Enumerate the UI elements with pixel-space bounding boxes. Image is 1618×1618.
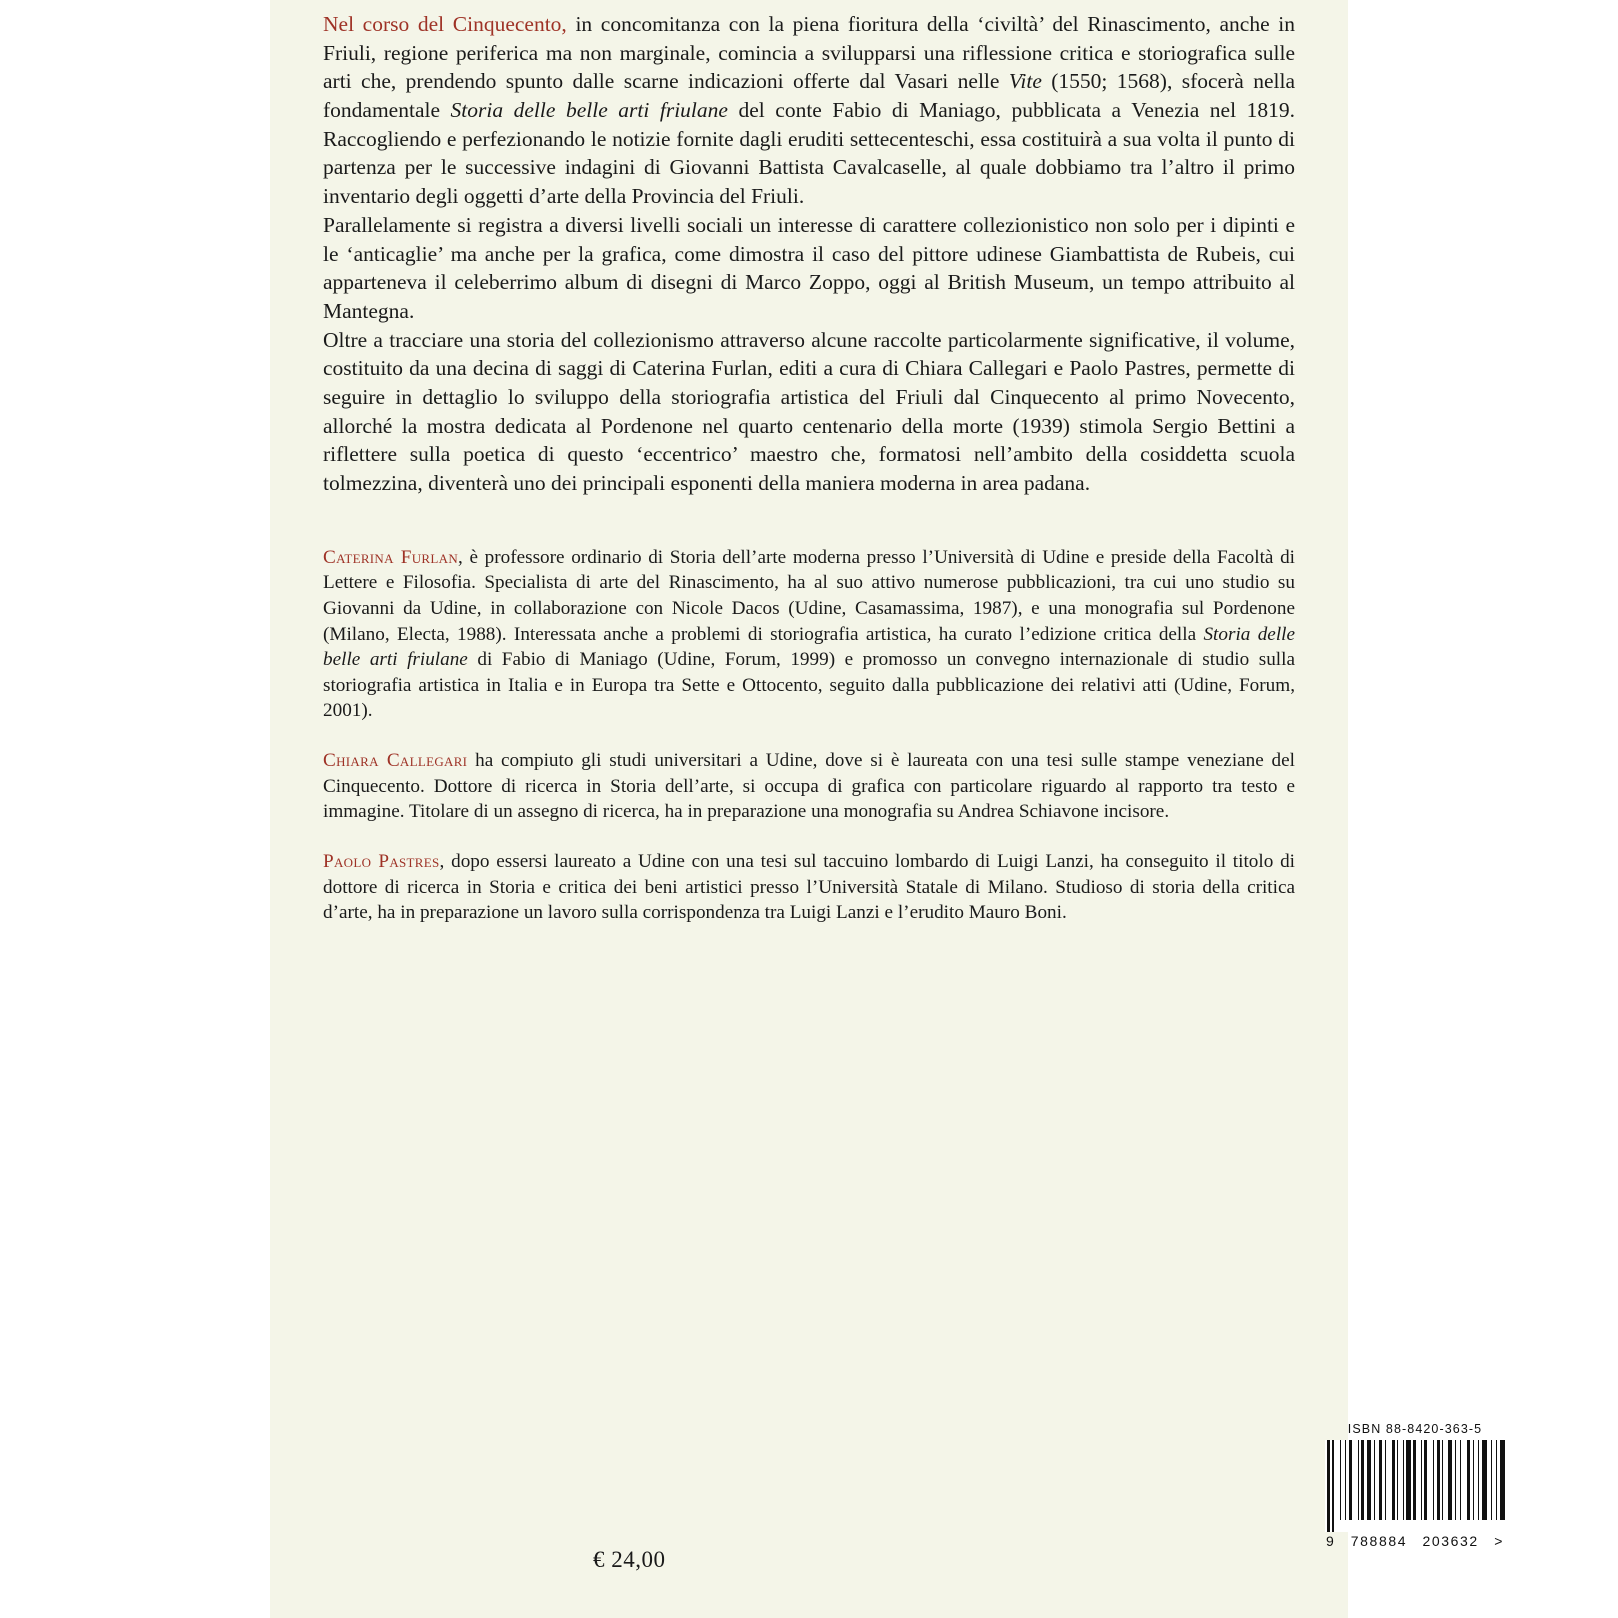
back-cover-page: [270, 0, 1504, 1618]
barcode-block: [1325, 1422, 1505, 1549]
bio-paolo-pastres: [323, 849, 1295, 926]
blurb-lead-in: Nel corso del Cinquecento,: [323, 12, 567, 36]
isbn-label: ISBN 88-8420-363-5: [1347, 1422, 1483, 1436]
blurb-paragraph-2: Parallelamente si registra a diversi livelli sociali un interesse di carattere collezionistico non solo per i dipinti e le ‘anticaglie’ ma anche per la grafica, come dimostra il caso del pittore udinese Giambattista de Rubeis, cui apparteneva il celeberrimo album di disegni di Marco Zoppo, oggi al British Museum, un tempo attribuito al Mantegna.: [323, 212, 1295, 323]
bio-chiara-callegari: [323, 748, 1295, 825]
bio-text-caterina-furlan-after: di Fabio di Maniago (Udine, Forum, 1999) e promosso un convegno internazionale di studio sulla storiografia artistica in Italia e in Europa tra Sette e Ottocento, seguito dalla pubblicazione dei relativi atti (Udine, Forum, 2001).: [323, 649, 1295, 722]
bio-name-chiara-callegari: Chiara Callegari: [323, 750, 468, 772]
price-label: € 24,00: [593, 1547, 666, 1572]
bio-name-caterina-furlan: Caterina Furlan: [323, 546, 459, 568]
barcode-digits-right: 203632: [1422, 1533, 1479, 1549]
blurb-paragraph-1-end: del conte Fabio di Maniago, pubblicata a Venezia nel 1819. Raccogliendo e perfezionando le notizie fornite dagli eruditi settecenteschi, essa costituirà a sua volta il punto di partenza per le successive indagini di Giovanni Battista Cavalcaselle, al quale dobbiamo tra l’altro il primo inventario degli oggetti d’arte della Provincia del Friuli.: [323, 98, 1295, 209]
cover-text-block: [323, 10, 1295, 926]
blurb-paragraph-1-rest: in concomitanza con la piena fioritura della ‘civiltà’ del Rinascimento, anche in Friuli, regione periferica ma non marginale, comincia a svilupparsi una riflessione critica e storiografica sulle arti che, prendendo spunto dalle scarne indicazioni offerte dal Vasari nelle: [323, 12, 1295, 94]
barcode-bars: [1325, 1440, 1505, 1532]
barcode-digit-tail: >: [1494, 1533, 1504, 1549]
bio-name-paolo-pastres: Paolo Pastres: [323, 850, 440, 872]
blurb-italic-storia: Storia delle belle arti friulane: [450, 98, 728, 123]
author-bios-section: [323, 545, 1295, 926]
blurb-paragraph-1: [323, 10, 1295, 211]
blurb-paragraph-1-mid: (1550; 1568), sfocerà nella fondamentale: [323, 69, 1295, 123]
blurb-paragraph-3: Oltre a tracciare una storia del collezionismo attraverso alcune raccolte particolarmente significative, il volume, costituito da una decina di saggi di Caterina Furlan, editi a cura di Chiara Callegari e Paolo Pastres, permette di seguire in dettaglio lo sviluppo della storiografia artistica del Friuli dal Cinquecento al primo Novecento, allorché la mostra dedicata al Pordenone nel quarto centenario della morte (1939) stimola Sergio Bettini a riflettere sulla poetica di questo ‘eccentrico’ maestro che, formatosi nell’ambito della cosiddetta scuola tolmezzina, diventerà uno dei principali esponenti della maniera moderna in area padana.: [323, 327, 1295, 495]
barcode-digits: [1325, 1533, 1505, 1549]
bio-text-caterina-furlan-before: , è professore ordinario di Storia dell’arte moderna presso l’Università di Udine e preside della Facoltà di Lettere e Filosofia. Specialista di arte del Rinascimento, ha al suo attivo numerose pubblicazioni, tra cui uno studio su Giovanni da Udine, in collaborazione con Nicole Dacos (Udine, Casamassima, 1987), e una monografia sul Pordenone (Milano, Electa, 1988). Interessata anche a problemi di storiografia artistica, ha curato l’edizione critica della: [323, 546, 1295, 645]
bio-caterina-furlan: [323, 545, 1295, 724]
bio-text-chiara-callegari-before: ha compiuto gli studi universitari a Udine, dove si è laureata con una tesi sulle stampe veneziane del Cinquecento. Dottore di ricerca in Storia dell’arte, si occupa di grafica con particolare riguardo al rapporto tra testo e immagine. Titolare di un assegno di ricerca, ha in preparazione una monografia su Andrea Schiavone incisore.: [323, 750, 1295, 823]
blurb-section: [323, 10, 1295, 498]
blurb-italic-vite: Vite: [1008, 69, 1042, 94]
barcode-digit-left: 9: [1326, 1533, 1336, 1549]
bio-italic-caterina-furlan: Storia delle belle arti friulane: [323, 623, 1295, 671]
bio-text-paolo-pastres-before: , dopo essersi laureato a Udine con una tesi sul taccuino lombardo di Luigi Lanzi, ha conseguito il titolo di dottore di ricerca in Storia e critica dei beni artistici presso l’Università Statale di Milano. Studioso di storia della critica d’arte, ha in preparazione un lavoro sulla corrispondenza tra Luigi Lanzi e l’erudito Mauro Boni.: [323, 850, 1295, 924]
barcode-digits-mid: 788884: [1350, 1533, 1408, 1549]
